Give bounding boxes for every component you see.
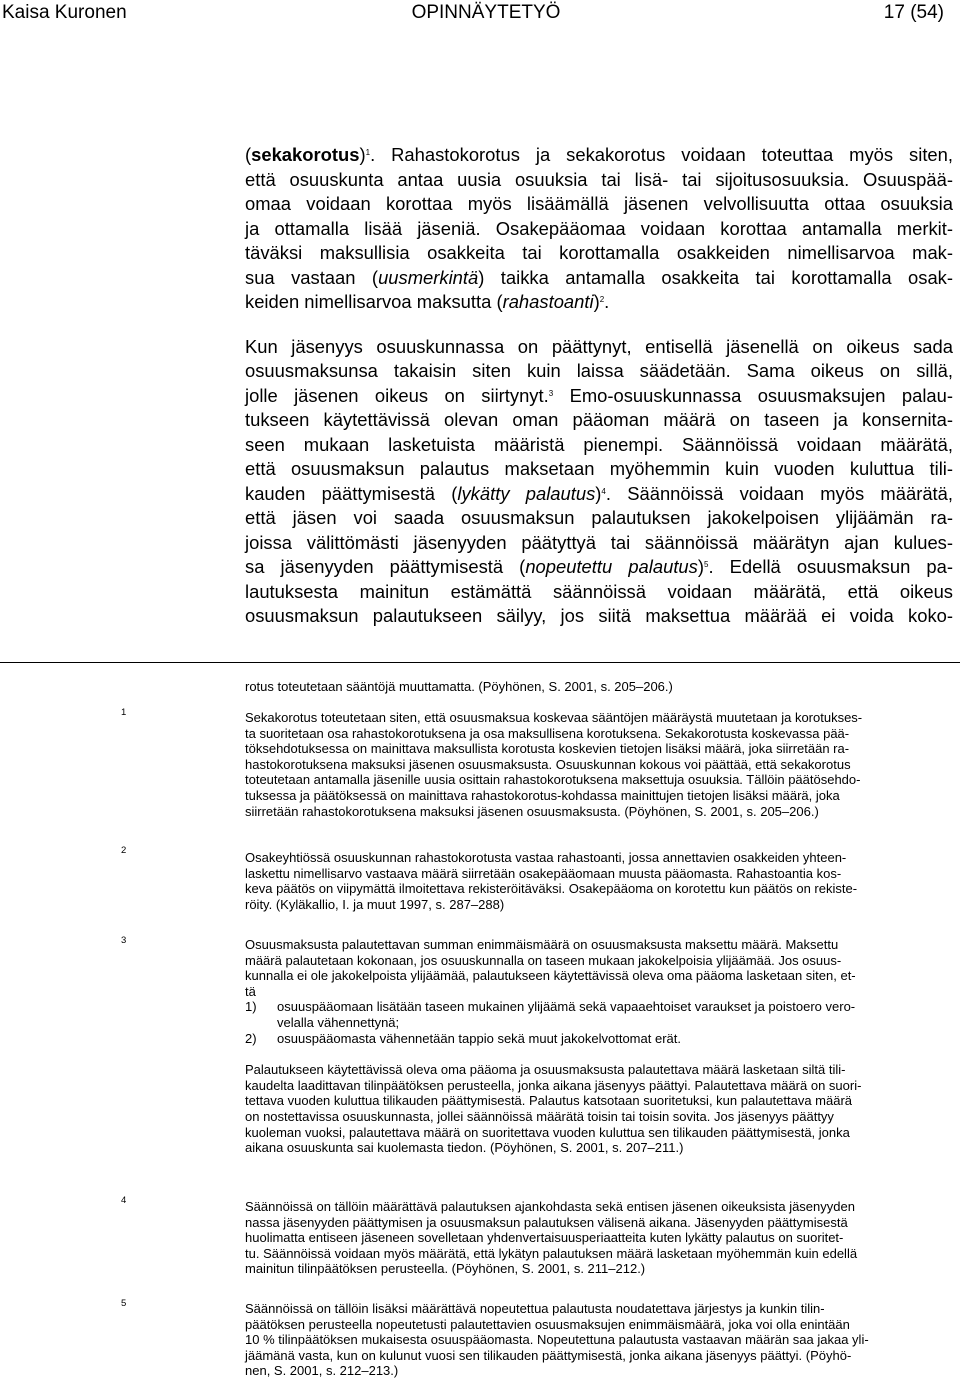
list-text: osuuspääomasta vähennetään tappio sekä muut jakokelvottomat erät. xyxy=(277,1030,681,1046)
body-text xyxy=(245,143,953,629)
list-number: 1) xyxy=(245,999,257,1015)
footnote-number-5: 5 xyxy=(121,1298,127,1309)
text-line: jolle jäsenen oikeus on siirtynyt.$^3$ Emo-osuuskunnassa osuusmaksujen palau- xyxy=(245,384,953,406)
footnote-5 xyxy=(245,1301,957,1379)
footnote-ref-2[interactable]: 2 xyxy=(599,295,605,304)
text-line: omaa voidaan korottaa myös lisäämällä jäsenen velvollisuutta ottaa osuuksia xyxy=(245,193,953,214)
footnote-line: Osuusmaksusta palautettavan summan enimmäismäärä on osuusmaksusta maksettu määrä. Maksettu xyxy=(245,937,839,952)
text-line: osuusmaksunsa takaisin siten kuin laissa säädetään. Sama oikeus on sillä, xyxy=(245,360,953,381)
footnote-paragraph xyxy=(245,1062,957,1156)
footnote-line: Sekakorotus toteutetaan siten, että osuusmaksua koskevaa sääntöjen määräystä muutetaan ja korotukses- xyxy=(245,710,863,725)
term-rahastoanti: rahastoanti xyxy=(502,291,594,312)
footnote-line: nen, S. 2001, s. 212–213.) xyxy=(245,1363,399,1379)
page-number: 17 (54) xyxy=(883,2,944,23)
footnote-line: Osakeyhtiössä osuuskunnan rahastokorotusta vastaa rahastoanti, jossa annettavien osakkeiden yhteen- xyxy=(245,850,847,865)
footnote-line: kunnalla ei ole jakokelpoista ylijäämää, palautukseen käytettävissä oleva oma pääoma lasketaan siten, et- xyxy=(245,968,856,984)
footnote-line: toteutetaan antamalla jäsenille uusia osittain rahastokorotuksena maksettuja osuuksia. Tällöin päätösehdo- xyxy=(245,772,861,788)
text-line: lautuksesta mainitun estämättä säännöissä voidaan määrätä, että oikeus xyxy=(245,580,953,602)
footnote-line: Säännöissä on tällöin lisäksi määrättävä nopeutettua palautusta noudatettava järjestys ja kunkin tilin- xyxy=(245,1301,825,1316)
footnote-line: mainitun tilinpäätöksen perusteella. (Pöyhönen, S. 2001, s. 211–212.) xyxy=(245,1261,646,1277)
text-line: keiden nimellisarvoa maksutta (rahastoanti)$^2$. xyxy=(245,291,610,312)
footnote-ref-4[interactable]: 4 xyxy=(601,486,606,496)
paragraph-2 xyxy=(245,335,953,629)
footnote-line: kuoleman vuoksi, palautettava määrä on suoritettava vuoden kuluttua sen tilikauden päättymisestä, jonka xyxy=(245,1124,850,1140)
footnote-line: Säännöissä on tällöin määrättävä palautuksen ajankohdasta sekä entisen jäsenen oikeuksista jäsenyyden xyxy=(245,1199,855,1214)
term-uusmerkinta: uusmerkintä xyxy=(378,266,479,288)
footnote-ref-1[interactable]: 1 xyxy=(365,148,371,157)
text-line: seen mukaan lasketuista määristä pienempi. Säännöissä voidaan määrätä, xyxy=(245,433,953,455)
footnote-separator xyxy=(0,662,960,663)
footnote-number-1: 1 xyxy=(121,707,127,718)
page-header xyxy=(0,2,960,28)
list-item xyxy=(245,999,957,1030)
footnote-line: huolimatta entiseen jäseneen sovelletaan yhdenvertaisuusperiaatteita kuten lykätty palautus on suoritet- xyxy=(245,1230,844,1246)
footnote-line: tu. Säännöissä voidaan myös määrätä, että lykätyn palautuksen määrä lasketaan myöhemmän kuin edellä xyxy=(245,1245,858,1261)
text-line: sa jäsenyyden päättymisestä (nopeutettu palautus)$^5$. Edellä osuusmaksun pa- xyxy=(245,556,953,577)
footnote-line: Palautukseen käytettävissä oleva oma pääoma ja osuusmaksusta palautettava määrä lasketaan siltä tili- xyxy=(245,1062,846,1078)
footnote-3 xyxy=(245,937,957,1156)
list-text: osuuspääomaan lisätään taseen mukainen ylijäämä sekä vapaaehtoiset varaukset ja poistoero vero- xyxy=(277,999,856,1015)
text-line: että osuuskunta antaa uusia osuuksia tai lisä- tai sijoitusosuuksia. Osuuspää- xyxy=(245,168,953,190)
footnote-line: määrä palautetaan kokonaan, jos osuuskunnalla on taseen mukaan jakokelpoisia ylijäämää. Jos osuus- xyxy=(245,952,842,968)
text-line: tukseen käytettävissä olevan oman pääoman määrä on taseen ja konsernita- xyxy=(245,409,953,430)
text-line: sua vastaan (uusmerkintä) taikka antamalla osakkeita tai korottamalla osak- xyxy=(245,266,953,288)
footnote-line: jäämänä vasta, kun on kulunut vuosi sen tilikauden päättymisestä, jonka aikana jäsenyys päättyi. (Pöyhö- xyxy=(245,1347,852,1363)
footnote-ref-5[interactable]: 5 xyxy=(703,560,709,569)
list-number: 2) xyxy=(245,1030,257,1046)
text-line: että jäsen voi saada osuusmaksun palautuksen jakokelpoisen ylijäämän ra- xyxy=(245,507,953,528)
footnote-number-3: 3 xyxy=(121,935,127,946)
footnote-4 xyxy=(245,1199,957,1277)
footnote-line: ta suoritetaan osa rahastokorotuksena ja osa maksullisena korotuksena. Sekakorotusta koskevassa pää- xyxy=(245,725,850,741)
footnote-line: päätöksen perusteella nopeutetusti palautettavien osuusmaksujen enimmäismäärä, joka voi olla enintään xyxy=(245,1316,850,1332)
list-text: velalla vähennettynä; xyxy=(277,1014,400,1030)
text-line: (sekakorotus)$^1$. Rahastokorotus ja sekakorotus voidaan toteuttaa myös siten, xyxy=(245,144,953,165)
footnote-line: tä xyxy=(245,983,256,999)
footnote-line: 10 % tilinpäätöksen mukaisesta osuuspääomasta. Nopeutettuna palautusta vastaavan määrän saa jakaa yli- xyxy=(245,1332,869,1348)
footnote-line: töksehdotuksessa on mainittava maksullista korotusta koskevien tietojen lisäksi määrä, joka siirretään ra- xyxy=(245,741,850,757)
footnote-paragraph xyxy=(245,937,957,1046)
footnote-line: hastokorotuksena maksuksi jäsenen osuusmaksusta. Osuuskunnan kokous voi päättää, että sekakorotus xyxy=(245,756,851,772)
text-line: kauden päättymisestä (lykätty palautus)$^4$. Säännöissä voidaan myös määrätä, xyxy=(245,482,953,504)
author-name: Kaisa Kuronen xyxy=(2,2,127,23)
footnote-line: röity. (Kyläkallio, I. ja muut 1997, s. 287–288) xyxy=(245,896,505,912)
term-nopeutettu-palautus: nopeutettu palautus xyxy=(525,556,698,577)
text-line: osuusmaksun palautukseen säilyy, jos siitä maksettua määrää ei voida koko- xyxy=(245,605,953,626)
text-line: Kun jäsenyys osuuskunnassa on päättynyt, entisellä jäsenellä on oikeus sada xyxy=(245,335,953,357)
footnote-number-4: 4 xyxy=(121,1195,127,1206)
footnote-line: tuksessa ja päätöksessä on mainittava rahastokorotus-kohdassa mainittujen tietojen lisäksi määrä, joka xyxy=(245,787,840,803)
footnote-line: aikana osuuskunta sai kuolemasta tiedon. (Pöyhönen, S. 2001, s. 207–211.) xyxy=(245,1140,684,1156)
term-lykatty-palautus: lykätty palautus xyxy=(457,482,596,504)
footnote-line: kaudelta laadittavan tilinpäätöksen perusteella, jonka aikana jäsenyys päättyi. Palautettava määrä on suori- xyxy=(245,1077,862,1093)
footnote-line: nassa jäsenyyden päättymisen ja osuusmaksun palautuksen välisenä aikana. Jäsenyyden päättymisestä xyxy=(245,1214,848,1230)
footnote-line: on nostettavissa osuuskunnasta, jollei säännöissä määrätä toisin tai toisin sovita. Jos jäsenyys päättyy xyxy=(245,1108,834,1124)
footnote-line: tettava vuoden kuluttua tilikauden päättymisestä. Palautus katsotaan suoritetuksi, kun palautettava määrä xyxy=(245,1093,853,1109)
footnote-line: keva päätös on viipymättä ilmoitettava rekisteröitäväksi. Osakepääoma on korotettu kun päätös on rekiste- xyxy=(245,881,858,897)
text-line: joissa välittömästi jäsenyyden päätyttyä tai säännöissä määrätyn ajan kulues- xyxy=(245,531,953,553)
document-type: OPINNÄYTETYÖ xyxy=(411,2,561,23)
text-line: täväksi maksullisia osakkeita tai korottamalla osakkeiden nimellisarvoa mak- xyxy=(245,242,953,263)
list-item xyxy=(245,1031,957,1047)
text-line: ja ottamalla lisää jäseniä. Osakepääomaa voidaan korottaa antamalla merkit- xyxy=(245,217,953,239)
footnote-line: siirretään rahastokorotuksena maksuksi jäsenen osuusmaksusta. (Pöyhönen, S. 2001, s. 205–206.) xyxy=(245,803,819,819)
footnote-number-2: 2 xyxy=(121,845,127,856)
paragraph-1 xyxy=(245,143,953,315)
text-line: että osuusmaksun palautus maksetaan myöhemmin kuin vuoden kuluttua tili- xyxy=(245,458,953,479)
footnote-1 xyxy=(245,710,957,819)
term-sekakorotus: sekakorotus xyxy=(251,144,360,165)
footnote-continuation: rotus toteutetaan sääntöjä muuttamatta. (Pöyhönen, S. 2001, s. 205–206.) xyxy=(245,679,673,694)
footnote-ref-3[interactable]: 3 xyxy=(548,388,554,398)
footnote-line: laskettu nimellisarvo vastaava määrä siirretään osakepääomaan muusta pääomasta. Rahastoantia kos- xyxy=(245,865,842,881)
footnote-2 xyxy=(245,850,957,912)
